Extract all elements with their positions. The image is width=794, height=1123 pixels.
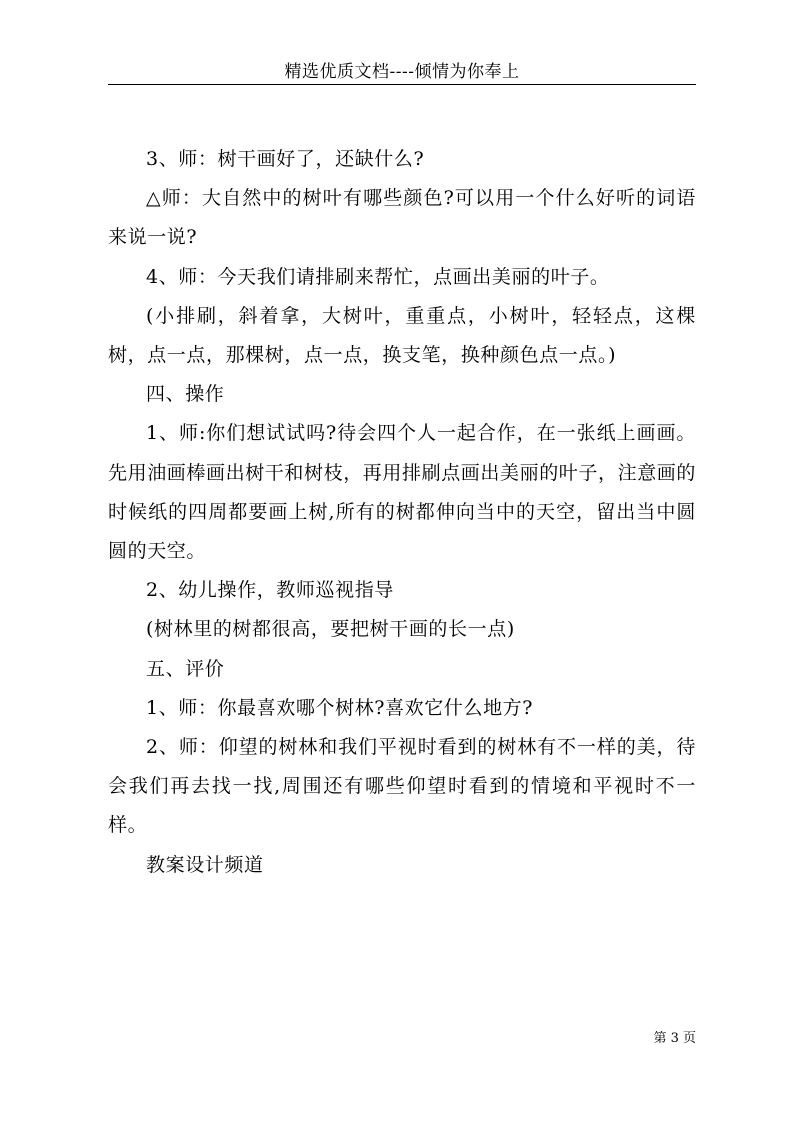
document-body	[108, 140, 696, 885]
page-header: 精选优质文档----倾情为你奉上	[284, 62, 520, 82]
paragraph-evaluation-1: 1、师：你最喜欢哪个树林?喜欢它什么地方?	[146, 696, 534, 719]
paragraph-step-3: 3、师：树干画好了，还缺什么?	[146, 148, 425, 170]
paragraph-channel: 教案设计频道	[146, 853, 264, 876]
paragraph-operation-2: 2、幼儿操作，教师巡视指导	[146, 579, 394, 602]
section-heading-operation: 四、操作	[146, 383, 225, 406]
header-divider	[108, 84, 696, 85]
page-number: 第 3 页	[653, 1031, 696, 1046]
paragraph-operation-1: 1、师:你们想试试吗?待会四个人一起合作，在一张纸上画画。先用油画棒画出树干和树枝，再用排刷点画出美丽的叶子，注意画的时候纸的四周都要画上树,所有的树都伸向当中的天空，留出当中圆圆的天空。	[108, 422, 697, 563]
paragraph-evaluation-2: 2、师：仰望的树林和我们平视时看到的树林有不一样的美，待会我们再去找一找,周围还有哪些仰望时看到的情境和平视时不一样。	[108, 736, 696, 837]
section-heading-evaluation: 五、评价	[146, 657, 225, 680]
paragraph-operation-note: (树林里的树都很高，要把树干画的长一点)	[146, 618, 515, 641]
paragraph-step-4: 4、师：今天我们请排刷来帮忙，点画出美丽的叶子。	[146, 265, 610, 288]
paragraph-leaf-colors: △师：大自然中的树叶有哪些颜色?可以用一个什么好听的词语来说一说?	[108, 187, 696, 249]
paragraph-brush-chant: (小排刷，斜着拿，大树叶，重重点，小树叶，轻轻点，这棵树，点一点，那棵树，点一点，换支笔，换种颜色点一点。)	[108, 304, 696, 367]
